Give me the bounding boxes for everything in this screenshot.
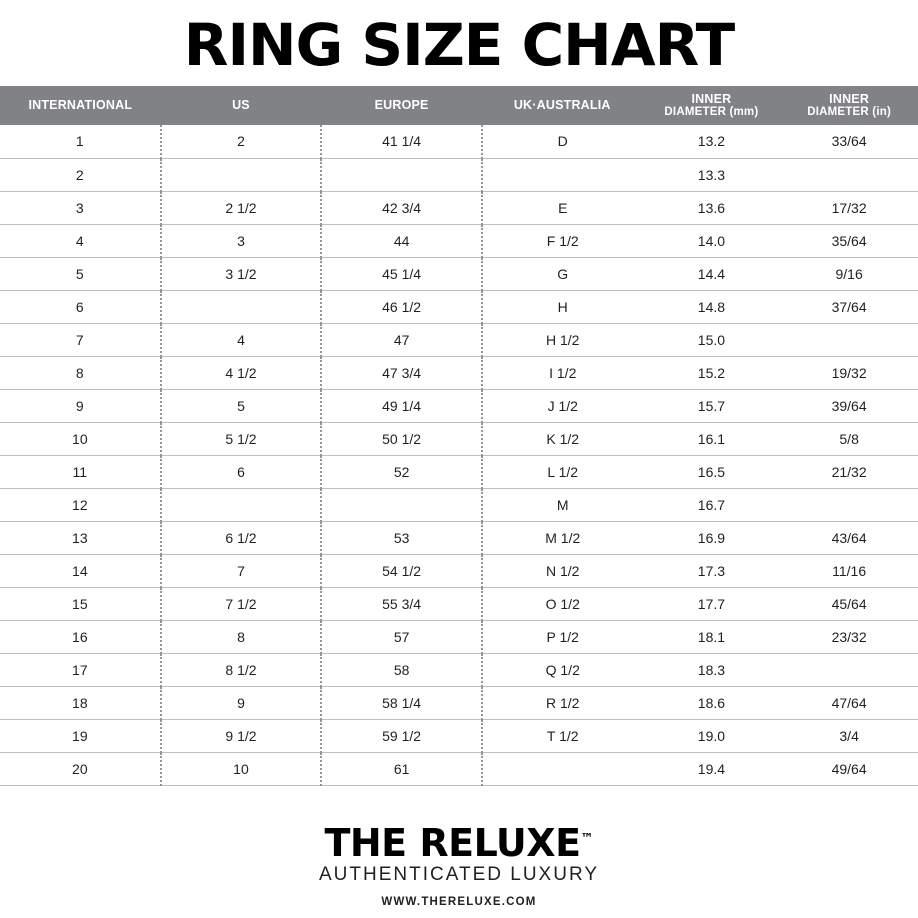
table-cell: M 1/2: [482, 521, 643, 554]
table-cell: 18.6: [643, 686, 781, 719]
table-cell: 5: [161, 389, 322, 422]
table-row: [0, 224, 918, 257]
table-row: [0, 752, 918, 785]
table-cell: 15.7: [643, 389, 781, 422]
table-cell: 7: [161, 554, 322, 587]
table-cell: 15: [0, 587, 161, 620]
table-cell: 7 1/2: [161, 587, 322, 620]
table-row: [0, 422, 918, 455]
table-cell: T 1/2: [482, 719, 643, 752]
table-cell: 54 1/2: [321, 554, 482, 587]
table-cell: 20: [0, 752, 161, 785]
column-header-europe: [321, 86, 482, 125]
table-cell: 4 1/2: [161, 356, 322, 389]
table-cell: 13: [0, 521, 161, 554]
table-cell: N 1/2: [482, 554, 643, 587]
column-header-sublabel: DIAMETER (in): [807, 106, 891, 119]
table-cell: D: [482, 125, 643, 158]
table-cell: 19.0: [643, 719, 781, 752]
table-cell: 1: [0, 125, 161, 158]
table-cell: 3 1/2: [161, 257, 322, 290]
table-cell: 11: [0, 455, 161, 488]
table-cell: 49/64: [780, 752, 918, 785]
table-cell: 19: [0, 719, 161, 752]
table-cell: 46 1/2: [321, 290, 482, 323]
table-cell: 39/64: [780, 389, 918, 422]
table-row: [0, 620, 918, 653]
table-header: [0, 86, 918, 125]
table-cell: 41 1/4: [321, 125, 482, 158]
table-cell: 5 1/2: [161, 422, 322, 455]
column-header-label: EUROPE: [374, 98, 429, 113]
table-cell: [780, 323, 918, 356]
column-header-label: US: [232, 98, 250, 113]
table-cell: 14.4: [643, 257, 781, 290]
table-cell: 9: [0, 389, 161, 422]
table-cell: 6: [0, 290, 161, 323]
table-cell: O 1/2: [482, 587, 643, 620]
table-cell: 43/64: [780, 521, 918, 554]
table-cell: 16.5: [643, 455, 781, 488]
table-cell: 2: [0, 158, 161, 191]
table-cell: 9/16: [780, 257, 918, 290]
table-cell: [161, 488, 322, 521]
table-cell: [780, 158, 918, 191]
table-cell: 50 1/2: [321, 422, 482, 455]
table-cell: M: [482, 488, 643, 521]
table-cell: 44: [321, 224, 482, 257]
table-cell: 8: [161, 620, 322, 653]
table-row: [0, 356, 918, 389]
table-cell: [780, 488, 918, 521]
table-row: [0, 488, 918, 521]
table-cell: [780, 653, 918, 686]
column-header-label: INNER: [829, 92, 870, 106]
table-cell: [482, 752, 643, 785]
table-cell: 15.2: [643, 356, 781, 389]
table-cell: 18: [0, 686, 161, 719]
table-cell: 9: [161, 686, 322, 719]
table-row: [0, 554, 918, 587]
table-cell: 16.9: [643, 521, 781, 554]
table-cell: 12: [0, 488, 161, 521]
website-url: WWW.THERELUXE.COM: [381, 896, 537, 908]
table-row: [0, 587, 918, 620]
table-cell: E: [482, 191, 643, 224]
footer: [0, 821, 918, 918]
table-cell: 33/64: [780, 125, 918, 158]
column-header-sublabel: DIAMETER (mm): [664, 106, 759, 119]
table-cell: 10: [0, 422, 161, 455]
table-cell: H 1/2: [482, 323, 643, 356]
table-cell: 14.0: [643, 224, 781, 257]
table-cell: 49 1/4: [321, 389, 482, 422]
table-cell: 6 1/2: [161, 521, 322, 554]
table-cell: 61: [321, 752, 482, 785]
table-row: [0, 389, 918, 422]
column-header-inner-diameter-in: [780, 86, 918, 125]
table-row: [0, 323, 918, 356]
table-cell: 4: [0, 224, 161, 257]
table-cell: 3: [161, 224, 322, 257]
table-cell: 16: [0, 620, 161, 653]
table-cell: 4: [161, 323, 322, 356]
table-cell: 13.2: [643, 125, 781, 158]
table-cell: 16.7: [643, 488, 781, 521]
table-cell: 5/8: [780, 422, 918, 455]
table-cell: 13.6: [643, 191, 781, 224]
page-title: RING SIZE CHART: [183, 11, 735, 79]
table-cell: 9 1/2: [161, 719, 322, 752]
table-cell: 55 3/4: [321, 587, 482, 620]
table-cell: 52: [321, 455, 482, 488]
table-cell: K 1/2: [482, 422, 643, 455]
table-cell: 42 3/4: [321, 191, 482, 224]
table-cell: 58: [321, 653, 482, 686]
column-header-international: [0, 86, 161, 125]
table-body: [0, 125, 918, 785]
table-cell: 58 1/4: [321, 686, 482, 719]
table-cell: J 1/2: [482, 389, 643, 422]
table-cell: 57: [321, 620, 482, 653]
table-cell: 13.3: [643, 158, 781, 191]
table-row: [0, 257, 918, 290]
column-header-uk-australia: [482, 86, 643, 125]
table-cell: Q 1/2: [482, 653, 643, 686]
table-cell: 53: [321, 521, 482, 554]
table-row: [0, 191, 918, 224]
table-row: [0, 290, 918, 323]
table-cell: 47/64: [780, 686, 918, 719]
table-cell: 3/4: [780, 719, 918, 752]
table-cell: 17/32: [780, 191, 918, 224]
table-cell: [161, 158, 322, 191]
table-cell: 11/16: [780, 554, 918, 587]
table-cell: [482, 158, 643, 191]
table-cell: I 1/2: [482, 356, 643, 389]
brand-name: [324, 821, 594, 865]
table-cell: 2 1/2: [161, 191, 322, 224]
table-cell: 21/32: [780, 455, 918, 488]
table-row: [0, 653, 918, 686]
table-cell: 17.7: [643, 587, 781, 620]
table-cell: H: [482, 290, 643, 323]
table-row: [0, 719, 918, 752]
table-cell: 2: [161, 125, 322, 158]
brand-text: THE RELUXE: [324, 821, 581, 865]
table-cell: G: [482, 257, 643, 290]
table-cell: 47: [321, 323, 482, 356]
table-cell: 14: [0, 554, 161, 587]
table-row: [0, 521, 918, 554]
column-header-us: [161, 86, 322, 125]
column-header-label: INNER: [691, 92, 732, 106]
table-row: [0, 455, 918, 488]
table-cell: 15.0: [643, 323, 781, 356]
table-row: [0, 125, 918, 158]
table-cell: 8: [0, 356, 161, 389]
table-cell: 37/64: [780, 290, 918, 323]
table-cell: 6: [161, 455, 322, 488]
table-cell: 17: [0, 653, 161, 686]
table-cell: 8 1/2: [161, 653, 322, 686]
table-cell: R 1/2: [482, 686, 643, 719]
table-cell: L 1/2: [482, 455, 643, 488]
table-cell: 3: [0, 191, 161, 224]
table-cell: 45 1/4: [321, 257, 482, 290]
column-header-label: UK·AUSTRALIA: [513, 98, 611, 113]
table-cell: [321, 158, 482, 191]
ring-size-table: [0, 86, 918, 786]
table-cell: 16.1: [643, 422, 781, 455]
table-cell: 23/32: [780, 620, 918, 653]
table-cell: [161, 290, 322, 323]
table-cell: P 1/2: [482, 620, 643, 653]
table-cell: 17.3: [643, 554, 781, 587]
brand-tagline: AUTHENTICATED LUXURY: [319, 864, 599, 885]
table-row: [0, 158, 918, 191]
table-cell: F 1/2: [482, 224, 643, 257]
table-cell: [321, 488, 482, 521]
table-header-row: [0, 86, 918, 125]
table-cell: 18.1: [643, 620, 781, 653]
table-cell: 45/64: [780, 587, 918, 620]
table-cell: 14.8: [643, 290, 781, 323]
table-cell: 18.3: [643, 653, 781, 686]
table-cell: 59 1/2: [321, 719, 482, 752]
table-cell: 5: [0, 257, 161, 290]
column-header-label: INTERNATIONAL: [28, 98, 133, 113]
table-cell: 7: [0, 323, 161, 356]
table-cell: 35/64: [780, 224, 918, 257]
trademark-symbol: ™: [580, 831, 594, 847]
table-row: [0, 686, 918, 719]
column-header-inner-diameter-mm: [643, 86, 781, 125]
table-cell: 19.4: [643, 752, 781, 785]
table-cell: 47 3/4: [321, 356, 482, 389]
table-cell: 19/32: [780, 356, 918, 389]
table-cell: 10: [161, 752, 322, 785]
